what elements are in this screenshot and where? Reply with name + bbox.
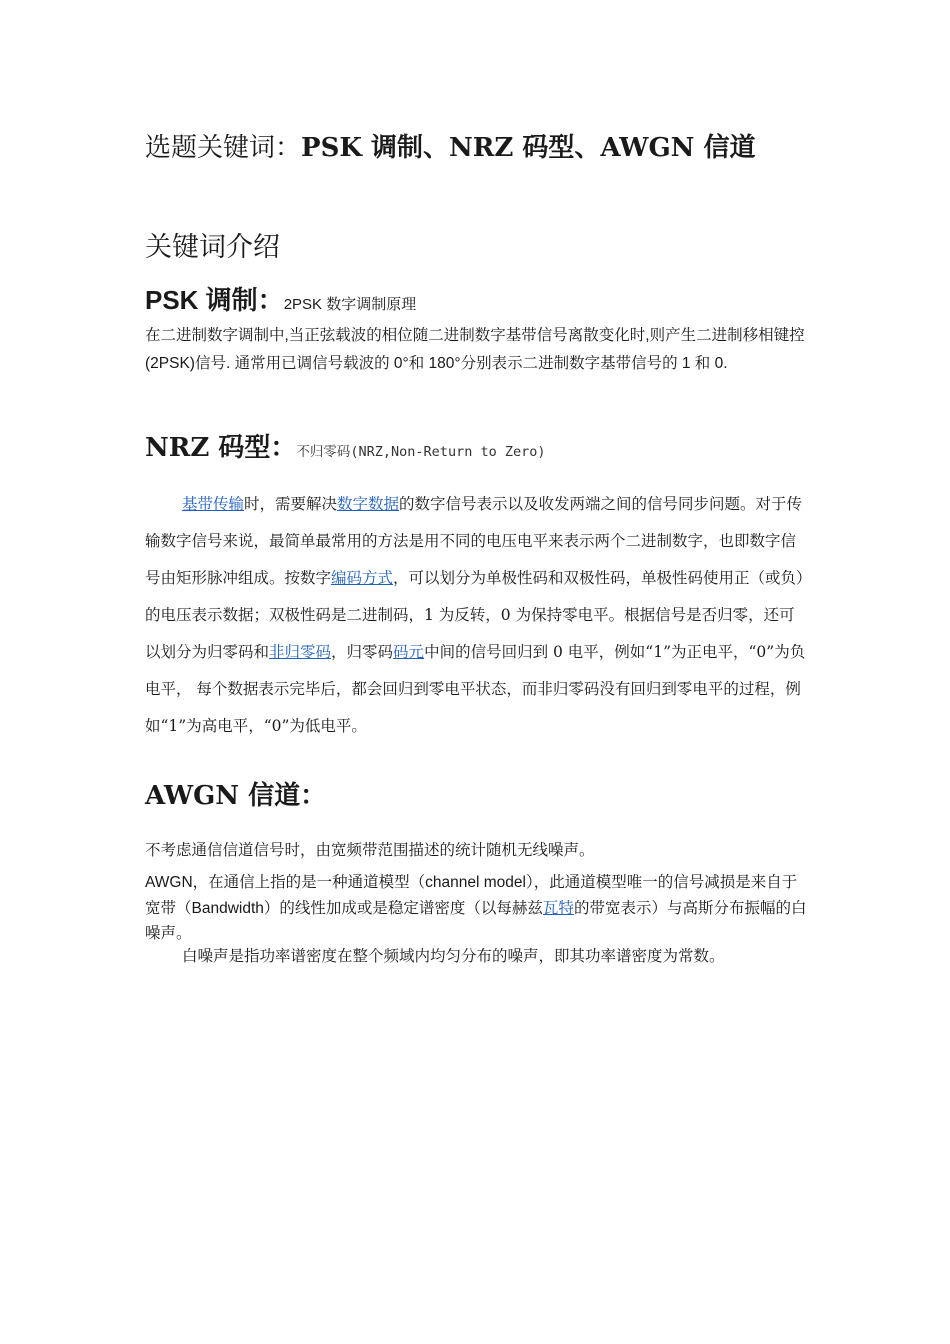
nrz-subheading: 不归零码(NRZ,Non-Return to Zero): [296, 444, 546, 460]
nrz-heading: [145, 428, 810, 472]
nrz-paragraph: [145, 486, 810, 745]
awgn-paragraph-2: [145, 870, 810, 946]
link-watt[interactable]: 瓦特: [542, 898, 574, 917]
nrz-text-3: ，可以划分为单极性码和双极性码，单极性码使用正（或负）的电压表示数据；双极性码是二进制码，1 为反转，0 为保持零电平。根据信号是否归零，还可以划分为归零码和: [145, 569, 804, 661]
document-title: [145, 128, 810, 168]
intro-heading: 关键词介绍: [145, 232, 280, 263]
awgn-text-d: ），此通道模型唯一的信号减损是来自于宽带（: [145, 873, 798, 917]
awgn-text-g: 的带宽表示）与高斯分布振幅的白噪声。: [145, 898, 807, 942]
awgn-text-e: Bandwidth: [191, 899, 264, 917]
nrz-text-4: ，归零码: [331, 643, 394, 661]
link-non-return-to-zero[interactable]: 非归零码: [269, 643, 332, 661]
nrz-text-5: 中间的信号回归到 0 电平，例如“1”为正电平，“0”为负电平， 每个数据表示完毕后，都会回归到零电平状态，而非归零码没有回归到零电平的过程，例如“1”为高电平，“0”为低电平。: [145, 643, 806, 735]
awgn-heading: AWGN 信道：: [145, 781, 327, 811]
awgn-paragraph-3: 白噪声是指功率谱密度在整个频域内均匀分布的噪声，即其功率谱密度为常数。: [182, 947, 725, 965]
awgn-text-f: ）的线性加成或是稳定谱密度（以每赫兹: [263, 898, 543, 917]
nrz-text-1: 时，需要解决: [244, 495, 338, 513]
awgn-text-c: channel model: [425, 874, 526, 891]
psk-heading: [145, 282, 810, 323]
nrz-title: NRZ 码型：: [145, 433, 297, 463]
link-encoding-method[interactable]: 编码方式: [331, 569, 394, 587]
title-keywords: PSK 调制、NRZ 码型、AWGN 信道: [301, 133, 756, 163]
awgn-text-b: ，在通信上指的是一种通道模型（: [192, 873, 426, 891]
link-baseband-transmission[interactable]: 基带传输: [182, 495, 245, 513]
psk-title: PSK 调制：: [145, 285, 284, 315]
awgn-text-a: AWGN: [145, 874, 193, 891]
link-digital-data[interactable]: 数字数据: [337, 495, 400, 513]
psk-paragraph: 在二进制数字调制中,当正弦载波的相位随二进制数字基带信号离散变化时,则产生二进制移相键控(2PSK)信号. 通常用已调信号载波的 0°和 180°分别表示二进制数字基带信号的 1 和 0.: [145, 327, 805, 372]
title-label: 选题关键词：: [145, 133, 302, 163]
link-symbol[interactable]: 码元: [393, 643, 425, 661]
awgn-paragraph-1: 不考虑通信信道信号时，由宽频带范围描述的统计随机无线噪声。: [145, 841, 595, 859]
psk-subheading: 2PSK 数字调制原理: [283, 296, 417, 313]
nrz-text-2: 的数字信号表示以及收发两端之间的信号同步问题。对于传输数字信号来说，最简单最常用的方法是用不同的电压电平来表示两个二进制数字，也即数字信号由矩形脉冲组成。按数字: [145, 495, 803, 587]
